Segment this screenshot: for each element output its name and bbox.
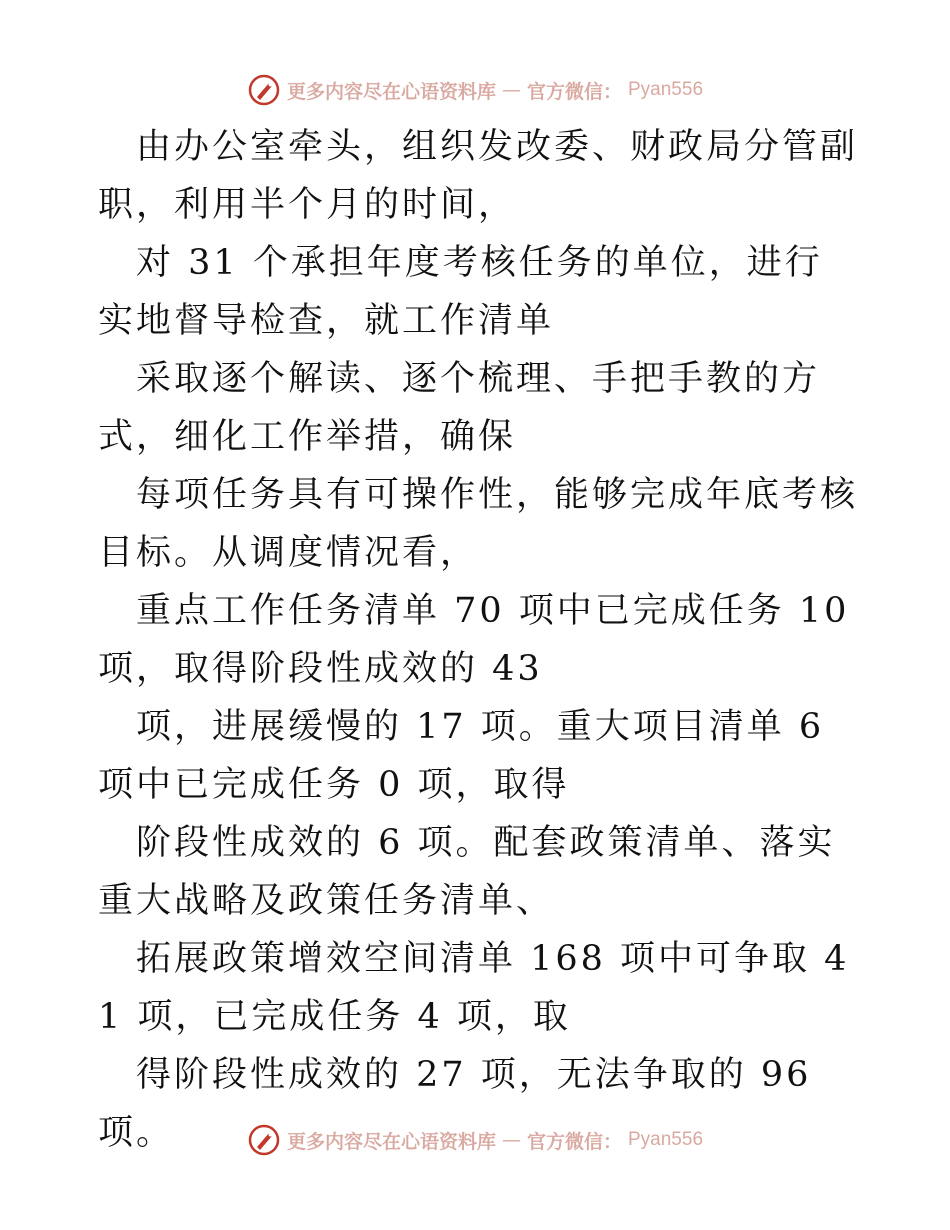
document-body bbox=[98, 118, 858, 1162]
watermark-official-label: 官方微信： bbox=[526, 1130, 622, 1153]
paragraph: 项，进展缓慢的 17 项。重大项目清单 6 项中已完成任务 0 项，取得 bbox=[98, 707, 825, 805]
header-watermark bbox=[0, 70, 950, 110]
watermark-separator: — bbox=[501, 1129, 521, 1151]
watermark-separator: — bbox=[501, 79, 521, 101]
watermark-text: 更多内容尽在心语资料库 bbox=[286, 1130, 496, 1153]
watermark-official-label: 官方微信： bbox=[526, 80, 622, 103]
paragraph: 拓展政策增效空间清单 168 项中可争取 41 项，已完成任务 4 项，取 bbox=[98, 939, 850, 1037]
paragraph: 采取逐个解读、逐个梳理、手把手教的方式，细化工作举措，确保 bbox=[98, 359, 821, 457]
footer-watermark bbox=[0, 1120, 950, 1160]
paragraph: 每项任务具有可操作性，能够完成年底考核目标。从调度情况看， bbox=[98, 475, 859, 573]
watermark-account: Pyan556 bbox=[628, 79, 704, 100]
paragraph: 得阶段性成效的 27 项，无法争取的 96 项。 bbox=[98, 1055, 812, 1153]
pen-nib-logo-icon bbox=[247, 73, 281, 107]
watermark-account: Pyan556 bbox=[628, 1129, 704, 1150]
paragraph: 重点工作任务清单 70 项中已完成任务 10 项，取得阶段性成效的 43 bbox=[98, 591, 850, 689]
paragraph: 对 31 个承担年度考核任务的单位，进行实地督导检查，就工作清单 bbox=[98, 243, 823, 341]
paragraph: 阶段性成效的 6 项。配套政策清单、落实重大战略及政策任务清单、 bbox=[98, 823, 836, 921]
pen-nib-logo-icon bbox=[247, 1123, 281, 1157]
paragraph: 由办公室牵头，组织发改委、财政局分管副职，利用半个月的时间， bbox=[98, 127, 859, 225]
watermark-text: 更多内容尽在心语资料库 bbox=[286, 80, 496, 103]
